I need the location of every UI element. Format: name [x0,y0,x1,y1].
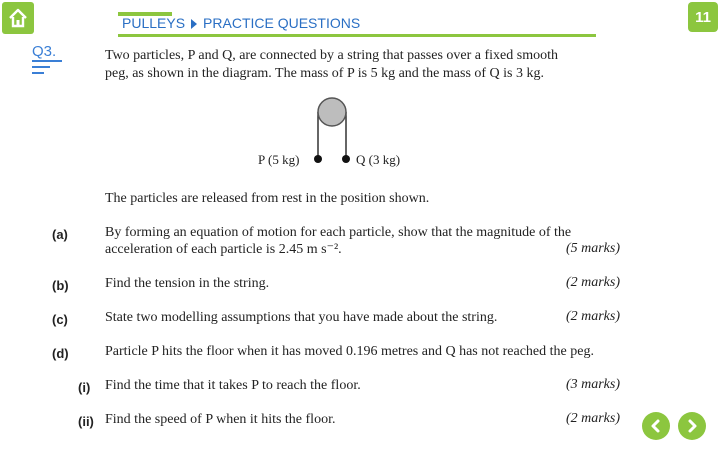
part-a-line-2: acceleration of each particle is 2.45 m s⁻². [105,242,342,257]
chevron-right-icon [684,418,700,434]
part-d-text: Particle P hits the floor when it has moved 0.196 metres and Q has not reached the peg. [105,344,594,359]
particle-q [342,155,350,163]
subpart-i-text: Find the time that it takes P to reach the floor. [105,378,361,393]
subpart-ii-text: Find the speed of P when it hits the floor. [105,412,336,427]
intro-line-2: peg, as shown in the diagram. The mass of P is 5 kg and the mass of Q is 3 kg. [105,66,545,81]
part-c-text: State two modelling assumptions that you have made about the string. [105,310,498,325]
label-p: P (5 kg) [258,152,300,167]
title-bar [118,12,598,34]
pulley-diagram [250,90,430,180]
title-section: PULLEYS [122,15,186,31]
part-a-line-1: By forming an equation of motion for each particle, show that the magnitude of the [105,225,572,240]
chevron-left-icon [648,418,664,434]
next-page-button[interactable] [678,412,706,440]
part-b-text: Find the tension in the string. [105,276,270,291]
home-icon [7,7,29,29]
label-q: Q (3 kg) [356,152,401,167]
question-intro [105,47,558,83]
title-subsection: PRACTICE QUESTIONS [203,15,361,31]
home-button[interactable] [2,2,34,34]
title-underline [118,34,596,37]
previous-page-button[interactable] [642,412,670,440]
released-statement: The particles are released from rest in the position shown. [105,191,430,206]
breadcrumb-arrow-icon [191,19,197,29]
part-d-label: (d) [52,346,69,361]
subpart-ii-label: (ii) [78,414,94,429]
subpart-ii-marks: (2 marks) [565,411,620,426]
intro-line-1: Two particles, P and Q, are connected by a string that passes over a fixed smooth [105,48,558,63]
page-number: 11 [688,2,718,32]
part-a-label: (a) [52,227,68,242]
question-label: Q3. [32,43,57,60]
part-b-label: (b) [52,278,69,293]
part-c-label: (c) [52,312,68,327]
peg [318,98,346,126]
question-label-underline [32,60,62,78]
part-a-marks: (5 marks) [565,241,620,256]
subpart-i-label: (i) [78,380,91,395]
part-b-marks: (2 marks) [565,275,620,290]
page-title [122,15,360,31]
part-c-marks: (2 marks) [565,309,620,324]
particle-p [314,155,322,163]
subpart-i-marks: (3 marks) [565,377,620,392]
